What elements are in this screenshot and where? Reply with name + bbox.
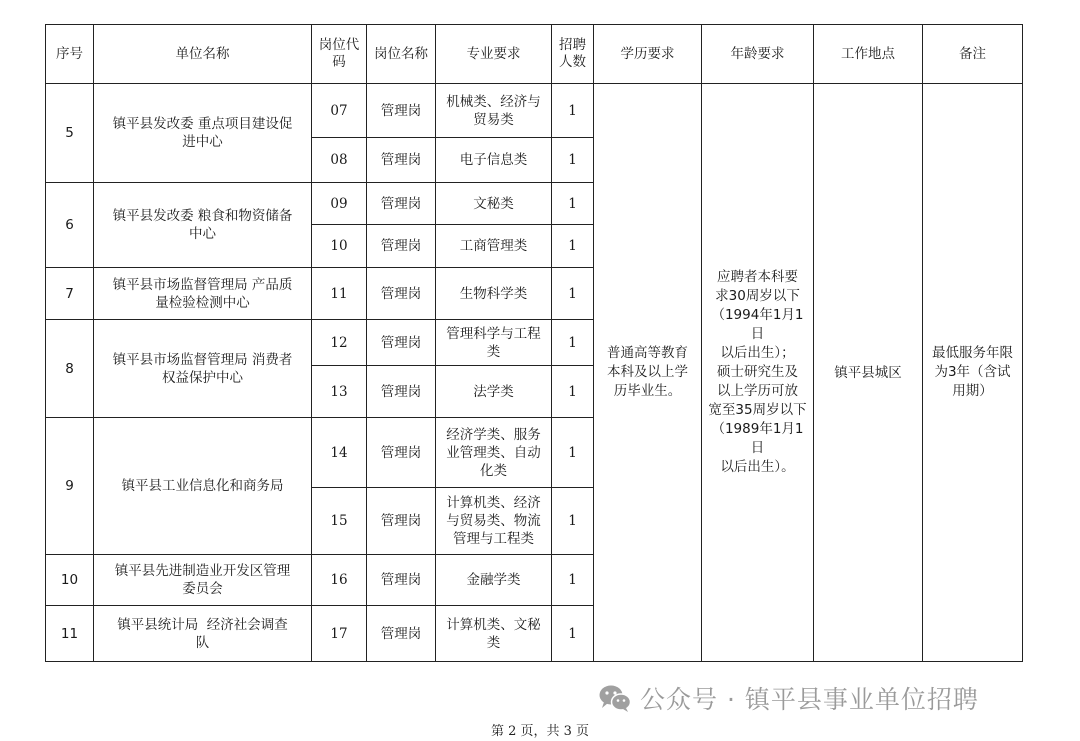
count-cell: 1 xyxy=(552,84,594,138)
count-cell: 1 xyxy=(552,488,594,555)
header-note: 备注 xyxy=(923,25,1023,84)
age-requirement-cell: 应聘者本科要 求30周岁以下 （1994年1月1日 以后出生）； 硕士研究生及 以上学历可放 宽至35周岁以下 （1989年1月1日 以后出生）。 xyxy=(702,84,814,662)
recruitment-table xyxy=(45,24,1023,662)
work-location-cell: 镇平县城区 xyxy=(814,84,923,662)
code-cell: 17 xyxy=(312,606,367,662)
code-cell: 08 xyxy=(312,138,367,183)
table-row xyxy=(46,84,1023,138)
seq-cell: 8 xyxy=(46,320,94,418)
code-cell: 09 xyxy=(312,183,367,225)
header-location: 工作地点 xyxy=(814,25,923,84)
header-post: 岗位名称 xyxy=(367,25,436,84)
seq-cell: 7 xyxy=(46,268,94,320)
wechat-icon xyxy=(598,683,632,713)
post-cell: 管理岗 xyxy=(367,138,436,183)
code-cell: 15 xyxy=(312,488,367,555)
watermark-text: 公众号 · 镇平县事业单位招聘 xyxy=(640,685,979,714)
code-cell: 16 xyxy=(312,555,367,606)
major-cell: 法学类 xyxy=(436,366,552,418)
major-cell: 电子信息类 xyxy=(436,138,552,183)
seq-cell: 6 xyxy=(46,183,94,268)
seq-cell: 5 xyxy=(46,84,94,183)
header-seq: 序号 xyxy=(46,25,94,84)
major-cell: 计算机类、文秘 类 xyxy=(436,606,552,662)
post-cell: 管理岗 xyxy=(367,320,436,366)
header-age: 年龄要求 xyxy=(702,25,814,84)
post-cell: 管理岗 xyxy=(367,225,436,268)
unit-cell: 镇平县统计局 经济社会调查 队 xyxy=(94,606,312,662)
major-cell: 金融学类 xyxy=(436,555,552,606)
header-code: 岗位代 码 xyxy=(312,25,367,84)
wechat-watermark xyxy=(598,680,979,716)
note-cell: 最低服务年限 为3年（含试 用期） xyxy=(923,84,1023,662)
post-cell: 管理岗 xyxy=(367,555,436,606)
major-cell: 文秘类 xyxy=(436,183,552,225)
count-cell: 1 xyxy=(552,138,594,183)
code-cell: 12 xyxy=(312,320,367,366)
unit-cell: 镇平县发改委 重点项目建设促 进中心 xyxy=(94,84,312,183)
header-count: 招聘 人数 xyxy=(552,25,594,84)
count-cell: 1 xyxy=(552,225,594,268)
code-cell: 10 xyxy=(312,225,367,268)
major-cell: 计算机类、经济 与贸易类、物流 管理与工程类 xyxy=(436,488,552,555)
header-major: 专业要求 xyxy=(436,25,552,84)
major-cell: 经济学类、服务 业管理类、自动 化类 xyxy=(436,418,552,488)
header-unit: 单位名称 xyxy=(94,25,312,84)
unit-cell: 镇平县市场监督管理局 消费者 权益保护中心 xyxy=(94,320,312,418)
code-cell: 11 xyxy=(312,268,367,320)
header-row xyxy=(46,25,1023,84)
seq-cell: 9 xyxy=(46,418,94,555)
post-cell: 管理岗 xyxy=(367,84,436,138)
unit-cell: 镇平县先进制造业开发区管理 委员会 xyxy=(94,555,312,606)
post-cell: 管理岗 xyxy=(367,418,436,488)
seq-cell: 11 xyxy=(46,606,94,662)
code-cell: 07 xyxy=(312,84,367,138)
post-cell: 管理岗 xyxy=(367,488,436,555)
count-cell: 1 xyxy=(552,268,594,320)
post-cell: 管理岗 xyxy=(367,366,436,418)
edu-requirement-cell: 普通高等教育 本科及以上学 历毕业生。 xyxy=(594,84,702,662)
count-cell: 1 xyxy=(552,555,594,606)
major-cell: 生物科学类 xyxy=(436,268,552,320)
major-cell: 管理科学与工程 类 xyxy=(436,320,552,366)
post-cell: 管理岗 xyxy=(367,606,436,662)
count-cell: 1 xyxy=(552,183,594,225)
header-edu: 学历要求 xyxy=(594,25,702,84)
unit-cell: 镇平县市场监督管理局 产品质 量检验检测中心 xyxy=(94,268,312,320)
code-cell: 13 xyxy=(312,366,367,418)
major-cell: 机械类、经济与 贸易类 xyxy=(436,84,552,138)
count-cell: 1 xyxy=(552,606,594,662)
code-cell: 14 xyxy=(312,418,367,488)
count-cell: 1 xyxy=(552,320,594,366)
unit-cell: 镇平县发改委 粮食和物资储备 中心 xyxy=(94,183,312,268)
count-cell: 1 xyxy=(552,366,594,418)
seq-cell: 10 xyxy=(46,555,94,606)
unit-cell: 镇平县工业信息化和商务局 xyxy=(94,418,312,555)
major-cell: 工商管理类 xyxy=(436,225,552,268)
post-cell: 管理岗 xyxy=(367,183,436,225)
post-cell: 管理岗 xyxy=(367,268,436,320)
page-number: 第 2 页，共 3 页 xyxy=(490,724,590,739)
count-cell: 1 xyxy=(552,418,594,488)
